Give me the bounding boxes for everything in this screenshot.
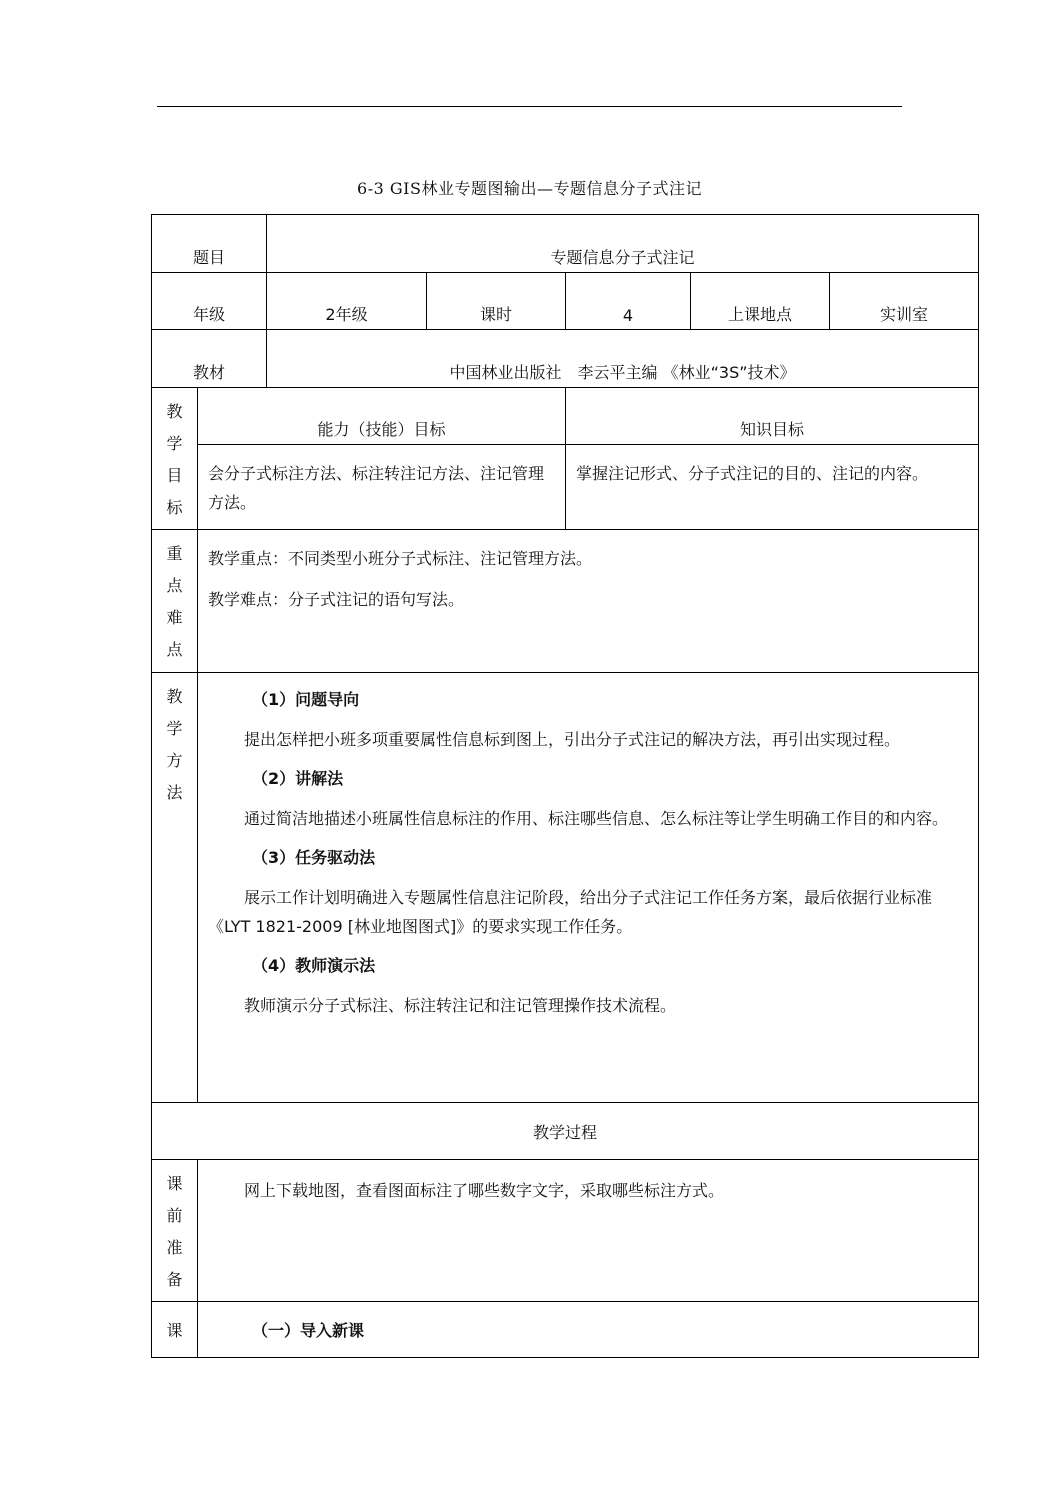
keypoints-label-char: 点 (166, 640, 183, 659)
subject-label: 题目 (152, 215, 267, 273)
methods-content (198, 673, 979, 1103)
keypoints-label-char: 点 (166, 576, 183, 595)
document-title: 6-3 GIS林业专题图输出—专题信息分子式注记 (357, 179, 702, 198)
method-text: 展示工作计划明确进入专题属性信息注记阶段，给出分子式注记工作任务方案，最后依据行业标准《LYT 1821-2009 [林业地图图式]》的要求实现工作任务。 (208, 888, 933, 936)
goals-label-char: 目 (166, 466, 183, 485)
header-rule (157, 106, 902, 107)
method-heading: （1）问题导向 (252, 690, 360, 709)
preparation-label-char: 备 (166, 1270, 183, 1289)
methods-label-char: 方 (166, 751, 183, 770)
ability-goal-text: 会分子式标注方法、标注转注记方法、注记管理方法。 (198, 445, 566, 530)
methods-label-char: 教 (166, 687, 183, 706)
grade-label: 年级 (152, 273, 267, 330)
location-label: 上课地点 (691, 273, 830, 330)
row-goals-text (152, 445, 979, 530)
textbook-value: 中国林业出版社 李云平主编 《林业“3S”技术》 (267, 330, 979, 388)
preparation-label (152, 1160, 198, 1302)
method-heading: （3）任务驱动法 (252, 848, 376, 867)
teaching-focus: 教学重点：不同类型小班分子式标注、注记管理方法。 (208, 549, 593, 568)
row-textbook (152, 330, 979, 388)
row-process-header (152, 1103, 979, 1160)
teaching-difficulty: 教学难点：分子式注记的语句写法。 (208, 590, 465, 609)
hours-value: 4 (566, 273, 691, 330)
keypoints-content (198, 530, 979, 673)
method-text: 教师演示分子式标注、标注转注记和注记管理操作技术流程。 (244, 996, 677, 1015)
methods-label-char: 法 (166, 783, 183, 802)
knowledge-goal-text: 掌握注记形式、分子式注记的目的、注记的内容。 (566, 445, 979, 530)
row-methods (152, 673, 979, 1103)
lesson-label: 课 (152, 1302, 198, 1358)
row-grade (152, 273, 979, 330)
preparation-text: 网上下载地图，查看图面标注了哪些数字文字，采取哪些标注方式。 (198, 1160, 979, 1302)
location-value: 实训室 (830, 273, 979, 330)
row-lesson (152, 1302, 979, 1358)
row-subject (152, 215, 979, 273)
process-header: 教学过程 (152, 1103, 979, 1160)
method-heading: （2）讲解法 (252, 769, 344, 788)
ability-goal-header: 能力（技能）目标 (198, 388, 566, 445)
methods-label (152, 673, 198, 1103)
grade-value: 2年级 (267, 273, 427, 330)
goals-label-char: 学 (166, 434, 183, 453)
method-text: 提出怎样把小班多项重要属性信息标到图上，引出分子式注记的解决方法，再引出实现过程。 (244, 730, 901, 749)
hours-label: 课时 (427, 273, 566, 330)
preparation-label-char: 前 (166, 1206, 183, 1225)
row-preparation (152, 1160, 979, 1302)
subject-value: 专题信息分子式注记 (267, 215, 979, 273)
goals-label-char: 教 (166, 402, 183, 421)
method-heading: （4）教师演示法 (252, 956, 376, 975)
goals-label (152, 388, 198, 530)
keypoints-label (152, 530, 198, 673)
row-goals-header (152, 388, 979, 445)
preparation-label-char: 准 (166, 1238, 183, 1257)
lesson-heading: （一）导入新课 (198, 1302, 979, 1358)
goals-label-char: 标 (166, 498, 183, 517)
row-keypoints (152, 530, 979, 673)
keypoints-label-char: 难 (166, 608, 183, 627)
preparation-label-char: 课 (166, 1174, 183, 1193)
methods-label-char: 学 (166, 719, 183, 738)
keypoints-label-char: 重 (166, 544, 183, 563)
knowledge-goal-header: 知识目标 (566, 388, 979, 445)
lesson-plan-table (151, 214, 979, 1358)
method-text: 通过简洁地描述小班属性信息标注的作用、标注哪些信息、怎么标注等让学生明确工作目的和内容。 (244, 809, 949, 828)
textbook-label: 教材 (152, 330, 267, 388)
